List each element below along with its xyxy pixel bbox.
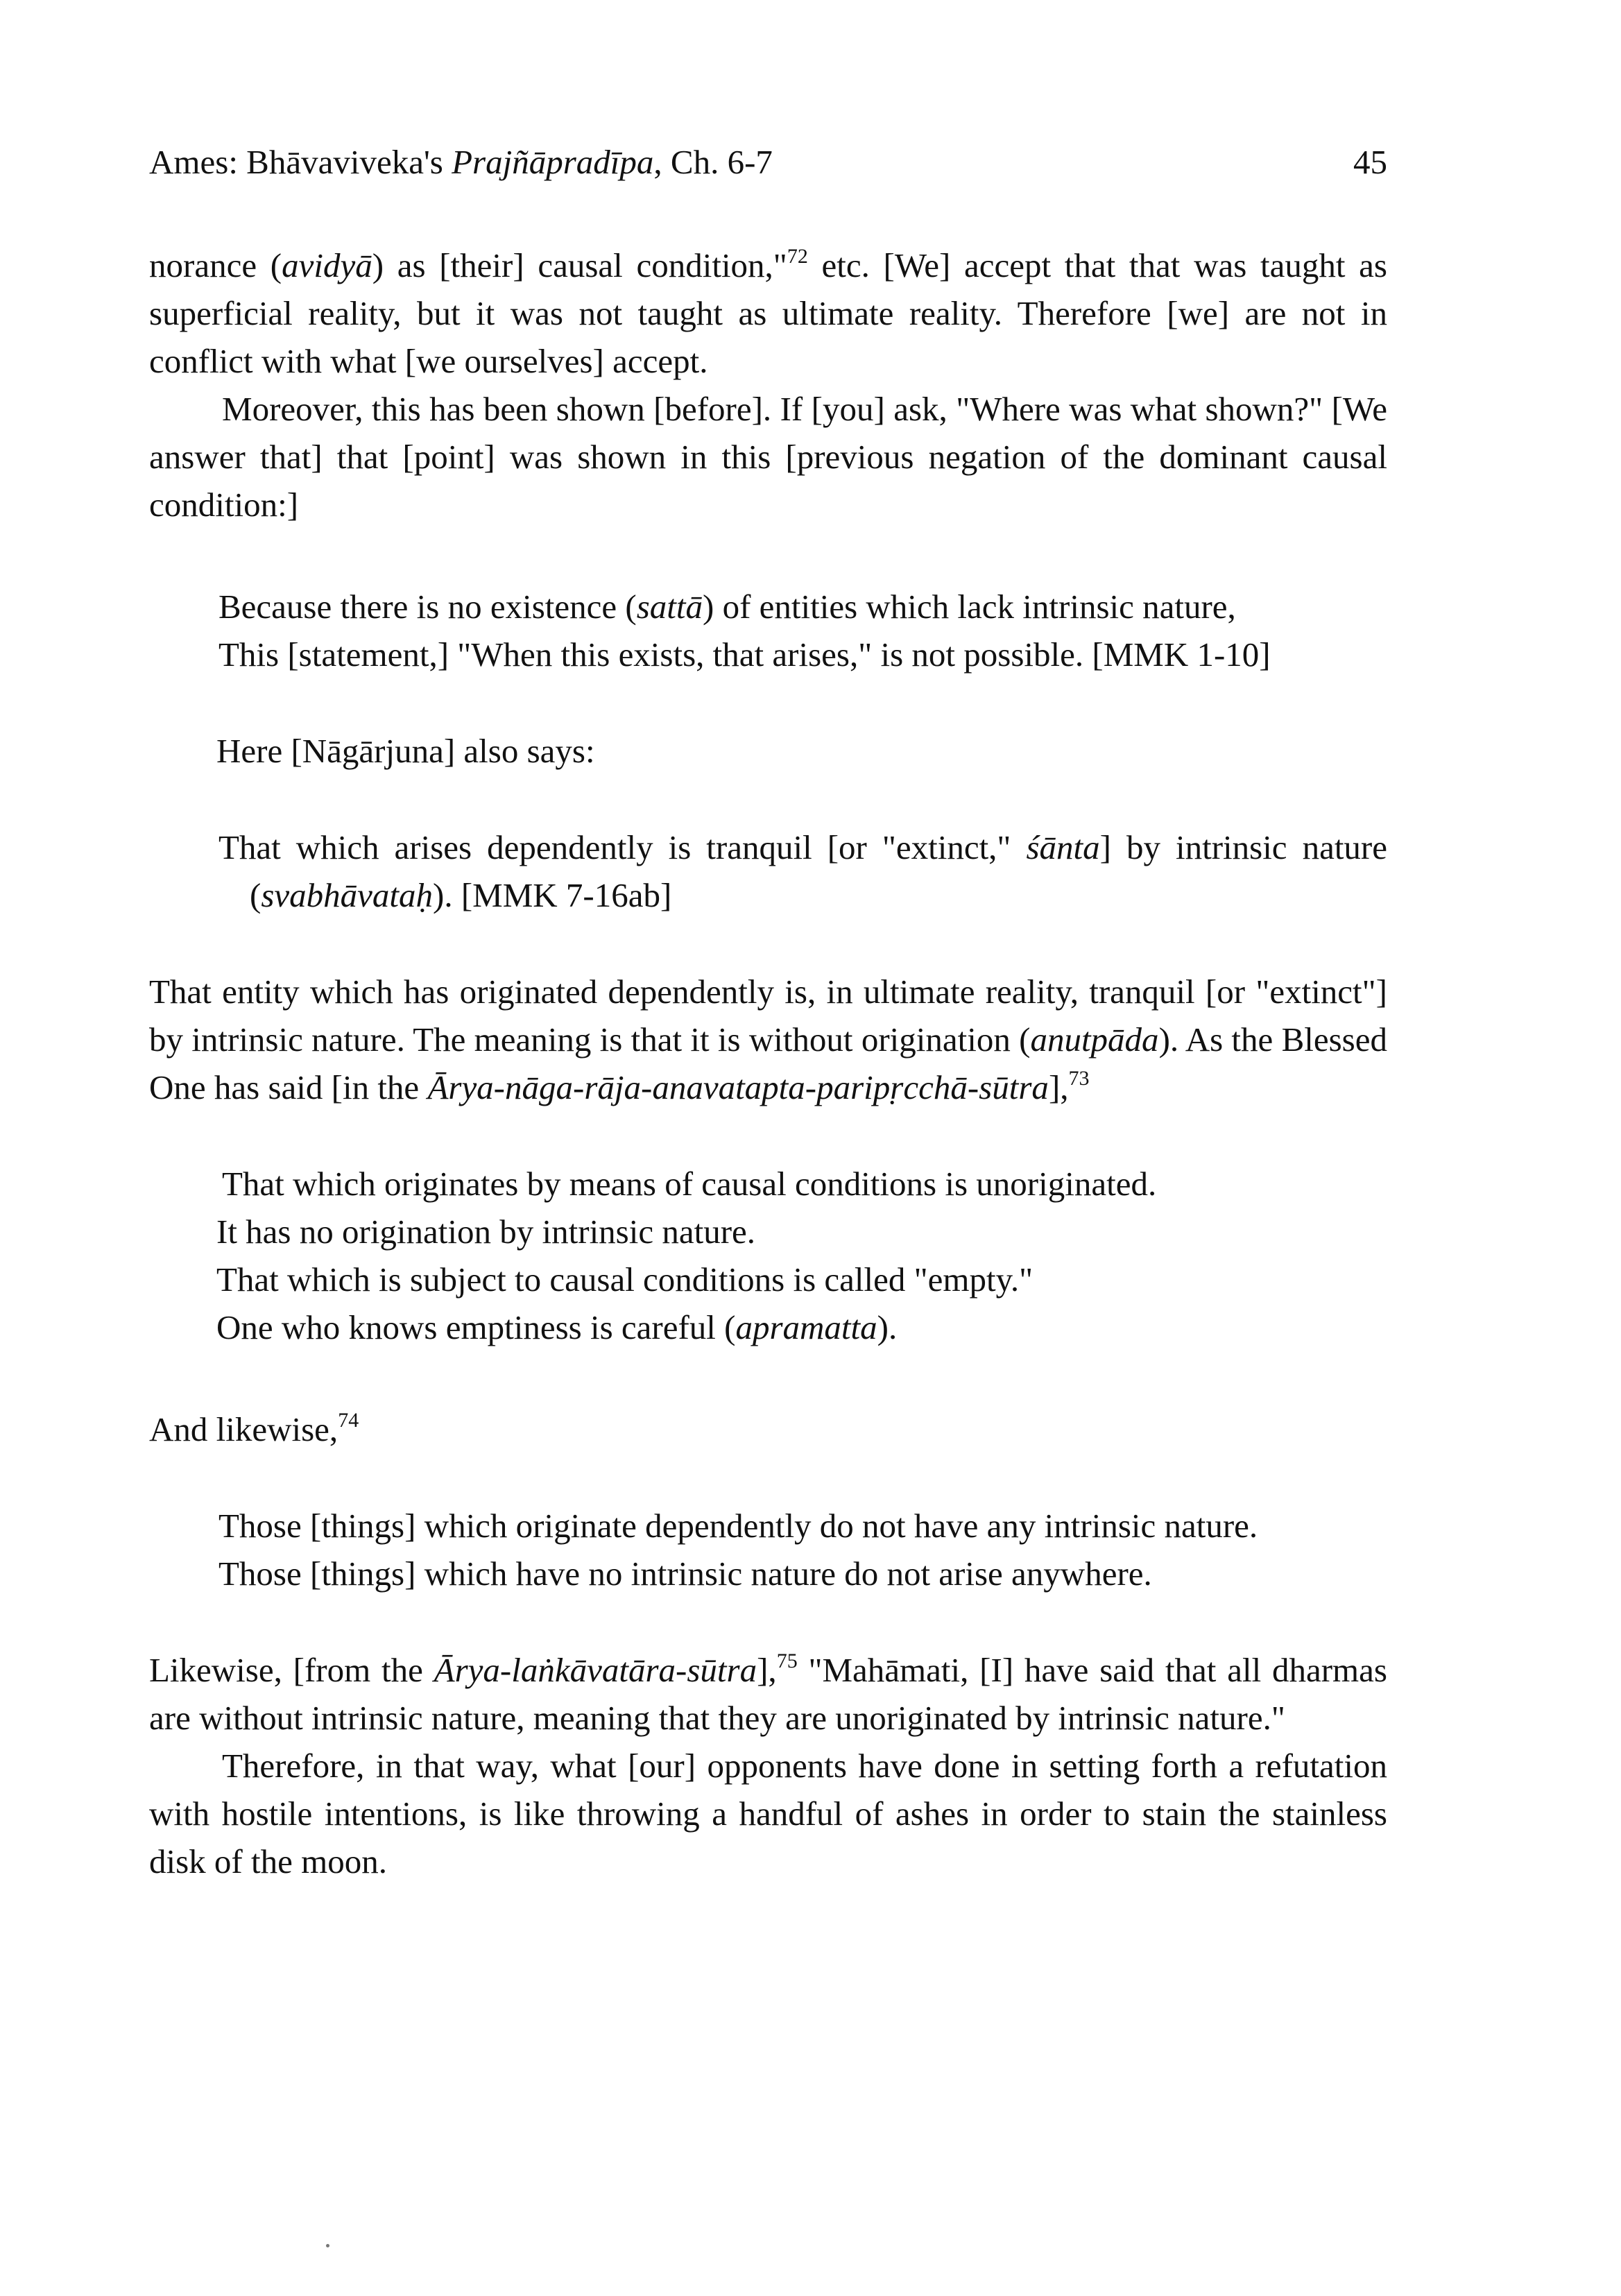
paragraph-1: norance (avidyā) as [their] causal condition,"$^{72}$ etc. [We] accept that that was taught as superficial reality, but it was not taught as ultimate reality. Therefore [we] are not in conflict with what [we ourselves] accept. xyxy=(149,245,1387,380)
verse-line: Because there is no existence (sattā) of entities which lack intrinsic nature, xyxy=(218,588,1236,626)
paragraph-2: Moreover, this has been shown [before]. If [you] ask, "Where was what shown?" [We answer that] that [point] was shown in this [previous negation of the dominant causal condition:] xyxy=(149,390,1387,524)
verse-block-3 xyxy=(149,1160,1387,1351)
title-italic: Prajñāpradīpa xyxy=(452,143,654,181)
footnote-ref-73[interactable]: 73 xyxy=(1068,1067,1090,1090)
verse-line: That which arises dependently is tranquil [or "extinct," śānta] by intrinsic nature (svabhāvataḥ). [MMK 7-16ab] xyxy=(218,828,1387,914)
verse-line: One who knows emptiness is careful (apramatta). xyxy=(216,1308,898,1346)
body-text xyxy=(149,241,1387,1885)
verse-line: This [statement,] "When this exists, that arises," is not possible. [MMK 1-10] xyxy=(218,635,1271,674)
running-title: Ames: Bhāvaviveka's Prajñāpradīpa, Ch. 6-7 xyxy=(149,143,773,181)
verse-block-1 xyxy=(149,583,1387,678)
paragraph-4: That entity which has originated dependently is, in ultimate reality, tranquil [or "extinct"] by intrinsic nature. The meaning is that it is without origination (anutpāda). As the Blessed One has said [in the Ārya-nāga-rāja-anavatapta-paripṛcchā-sūtra],$^{73}$ xyxy=(149,973,1387,1106)
verse-line: Those [things] which originate dependently do not have any intrinsic nature. xyxy=(218,1507,1258,1545)
verse-line: Those [things] which have no intrinsic nature do not arise anywhere. xyxy=(218,1554,1152,1593)
page-number: 45 xyxy=(1353,143,1387,181)
verse-line: It has no origination by intrinsic nature. xyxy=(216,1213,756,1251)
lead-in: Here [Nāgārjuna] also says: xyxy=(216,732,595,770)
footnote-ref-75[interactable]: 75 xyxy=(776,1650,798,1672)
footnote-ref-74[interactable]: 74 xyxy=(338,1409,359,1432)
paragraph-5: And likewise,$^{74}$ xyxy=(149,1409,359,1448)
footnote-ref-72[interactable]: 72 xyxy=(787,245,808,268)
verse-line: That which originates by means of causal conditions is unoriginated. xyxy=(222,1165,1157,1203)
running-header xyxy=(149,142,1387,198)
paragraph-6: Likewise, [from the Ārya-laṅkāvatāra-sūtra],$^{75}$ "Mahāmati, [I] have said that all dharmas are without intrinsic nature, meaning that they are unoriginated by intrinsic nature." xyxy=(149,1650,1387,1737)
verse-block-4 xyxy=(149,1502,1387,1597)
verse-block-2 xyxy=(149,823,1387,919)
paragraph-7: Therefore, in that way, what [our] opponents have done in setting forth a refutation with hostile intentions, is like throwing a handful of ashes in order to stain the stainless disk of the moon. xyxy=(149,1747,1387,1881)
scan-speck xyxy=(326,2244,329,2247)
verse-line: That which is subject to causal conditions is called "empty." xyxy=(216,1260,1034,1299)
